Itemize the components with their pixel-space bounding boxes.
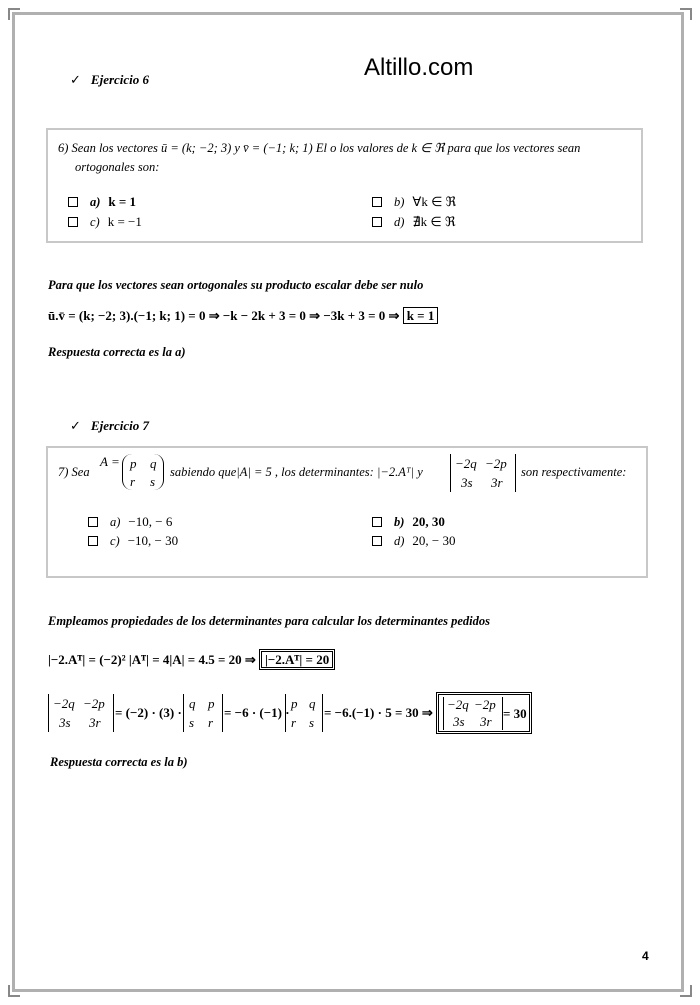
exercise-6-calculation: ū.v̄ = (k; −2; 3).(−1; k; 1) = 0 ⇒ −k − 2k + 3 = 0 ⇒ −3k + 3 = 0 ⇒ k = 1: [48, 308, 438, 324]
exercise-7-option-a[interactable]: a) −10, − 6: [88, 513, 172, 531]
corner-mark: [680, 985, 692, 997]
exercise-6-option-d[interactable]: d) ∄k ∈ ℜ: [372, 213, 456, 231]
calc2-step-1: = (−2) · (3) ·: [115, 705, 182, 720]
exercise-6-explanation: Para que los vectores sean ortogonales su producto escalar debe ser nulo: [48, 278, 424, 292]
calc2-determinant-3: p q r s: [285, 694, 323, 732]
exercise-6-title: Ejercicio 6: [90, 72, 150, 87]
exercise-7-explanation: Empleamos propiedades de los determinantes para calcular los determinantes pedidos: [48, 614, 491, 628]
checkmark-icon: ✓: [70, 418, 81, 433]
matrix-a: A = p q r s: [100, 454, 164, 492]
exercise-6-heading: [70, 72, 149, 88]
calc2-result-value: = 30: [503, 706, 527, 721]
exercise-6-option-a[interactable]: a) k = 1: [68, 193, 136, 211]
calc2-determinant-2: q p s r: [183, 694, 223, 732]
determinant-2q-2p: −2q −2p 3s 3r: [450, 454, 516, 492]
exercise-7-title: Ejercicio 7: [90, 418, 150, 433]
checkbox-icon[interactable]: [372, 217, 382, 227]
calc2-step-3: = −6.(−1) · 5 = 30 ⇒: [324, 705, 433, 720]
exercise-7-option-b[interactable]: b) 20, 30: [372, 513, 445, 531]
exercise-7-question-post: son respectivamente:: [521, 465, 627, 479]
calc2-result-determinant: −2q −2p 3s 3r: [443, 697, 503, 730]
checkmark-icon: ✓: [70, 72, 81, 87]
calc2-determinant-1: −2q −2p 3s 3r: [48, 694, 114, 732]
exercise-7-option-c[interactable]: c) −10, − 30: [88, 532, 178, 550]
exercise-7-question-pre: 7) Sea: [58, 465, 90, 479]
exercise-6-option-b[interactable]: b) ∀k ∈ ℜ: [372, 193, 456, 211]
exercise-7-result-1: |−2.Aᵀ| = 20: [259, 649, 335, 670]
exercise-6-option-c[interactable]: c) k = −1: [68, 213, 142, 231]
exercise-6-result: k = 1: [403, 307, 439, 324]
exercise-7-answer: Respuesta correcta es la b): [50, 755, 188, 769]
calc2-result-box: [436, 692, 532, 734]
corner-mark: [8, 8, 20, 20]
corner-mark: [8, 985, 20, 997]
exercise-7-calculation-1: |−2.Aᵀ| = (−2)² |Aᵀ| = 4|A| = 4.5 = 20 ⇒ |−2.Aᵀ| = 20: [48, 652, 335, 668]
checkbox-icon[interactable]: [88, 536, 98, 546]
checkbox-icon[interactable]: [372, 536, 382, 546]
exercise-7-option-d[interactable]: d) 20, − 30: [372, 532, 456, 550]
exercise-6-question-line1: 6) Sean los vectores ū = (k; −2; 3) y v̄ = (−1; k; 1) El o los valores de k ∈ ℜ para que los vectores sean: [58, 141, 581, 155]
corner-mark: [680, 8, 692, 20]
checkbox-icon[interactable]: [372, 517, 382, 527]
exercise-7-question-mid: sabiendo que|A| = 5 , los determinantes: |−2.Aᵀ| y: [170, 465, 423, 479]
site-brand: Altillo.com: [364, 54, 474, 81]
page-number: 4: [642, 949, 649, 963]
checkbox-icon[interactable]: [68, 217, 78, 227]
checkbox-icon[interactable]: [68, 197, 78, 207]
exercise-7-heading: [70, 418, 149, 434]
exercise-6-answer: Respuesta correcta es la a): [48, 345, 186, 359]
checkbox-icon[interactable]: [372, 197, 382, 207]
calc2-step-2: = −6 · (−1) ·: [224, 705, 290, 720]
checkbox-icon[interactable]: [88, 517, 98, 527]
exercise-6-question-line2: ortogonales son:: [75, 160, 160, 174]
